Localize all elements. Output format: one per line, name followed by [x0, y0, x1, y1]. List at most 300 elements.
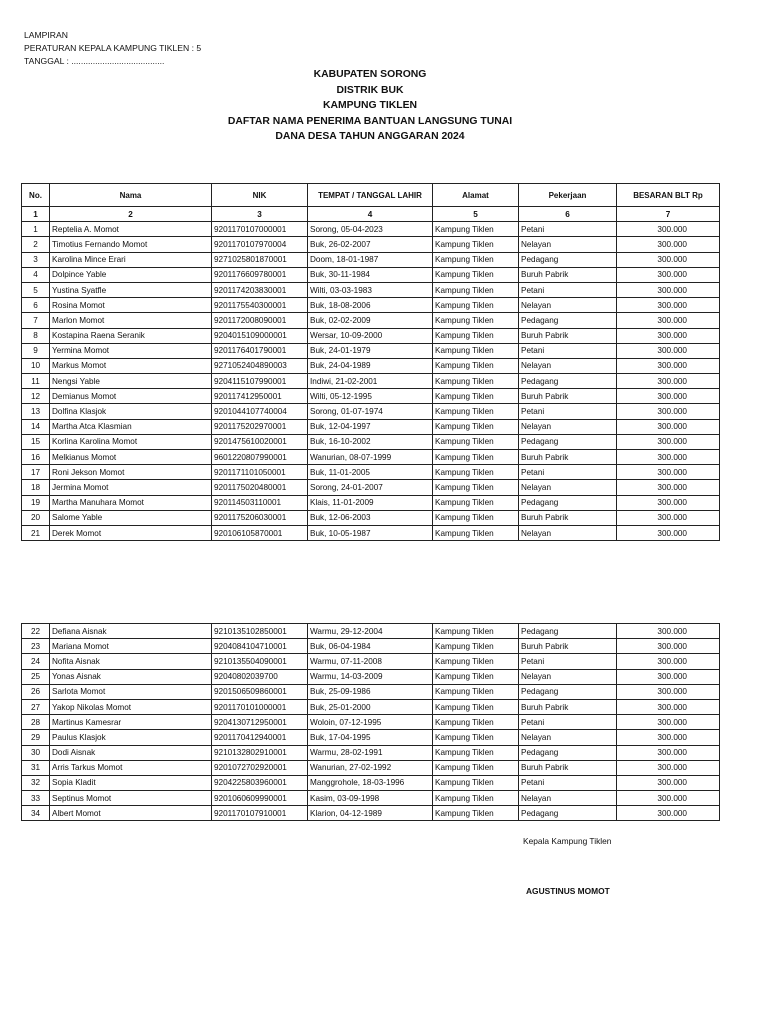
cell-pekerjaan: Buruh Pabrik: [519, 639, 617, 654]
cell-tempat-tanggal-lahir: Buk, 25-09-1986: [308, 684, 433, 699]
cell-besaran-blt: 300.000: [617, 525, 720, 540]
cell-nik: 9201170107970004: [212, 237, 308, 252]
cell-tempat-tanggal-lahir: Wilti, 05-12-1995: [308, 389, 433, 404]
cell-pekerjaan: Pedagang: [519, 806, 617, 821]
cell-nama: Korlina Karolina Momot: [50, 434, 212, 449]
cell-tempat-tanggal-lahir: Buk, 25-01-2000: [308, 699, 433, 714]
table-row: [22, 806, 720, 821]
cell-tempat-tanggal-lahir: Buk, 26-02-2007: [308, 237, 433, 252]
cell-nik: 9201170107000001: [212, 222, 308, 237]
cell-no: 27: [22, 699, 50, 714]
cell-besaran-blt: 300.000: [617, 450, 720, 465]
cell-nama: Kostapina Raena Seranik: [50, 328, 212, 343]
cell-pekerjaan: Buruh Pabrik: [519, 389, 617, 404]
cell-nik: 9204115107990001: [212, 374, 308, 389]
column-number-row: [22, 207, 720, 222]
cell-pekerjaan: Buruh Pabrik: [519, 760, 617, 775]
cell-nik: 9201176401790001: [212, 343, 308, 358]
cell-nik: 9201176609780001: [212, 267, 308, 282]
cell-pekerjaan: Nelayan: [519, 358, 617, 373]
cell-alamat: Kampung Tiklen: [433, 298, 519, 313]
cell-tempat-tanggal-lahir: Buk, 02-02-2009: [308, 313, 433, 328]
cell-tempat-tanggal-lahir: Wanurian, 08-07-1999: [308, 450, 433, 465]
table-row: [22, 480, 720, 495]
cell-nama: Derek Momot: [50, 525, 212, 540]
cell-pekerjaan: Nelayan: [519, 298, 617, 313]
cell-tempat-tanggal-lahir: Wilti, 03-03-1983: [308, 282, 433, 297]
cell-nik: 9204130712950001: [212, 715, 308, 730]
cell-pekerjaan: Petani: [519, 222, 617, 237]
cell-alamat: Kampung Tiklen: [433, 775, 519, 790]
cell-besaran-blt: 300.000: [617, 237, 720, 252]
cell-nik: 9201175202970001: [212, 419, 308, 434]
cell-besaran-blt: 300.000: [617, 510, 720, 525]
cell-no: 2: [22, 237, 50, 252]
cell-alamat: Kampung Tiklen: [433, 267, 519, 282]
cell-nama: Septinus Momot: [50, 791, 212, 806]
table-row: [22, 358, 720, 373]
cell-besaran-blt: 300.000: [617, 465, 720, 480]
cell-no: 19: [22, 495, 50, 510]
table-row: [22, 775, 720, 790]
cell-nama: Albert Momot: [50, 806, 212, 821]
cell-pekerjaan: Nelayan: [519, 791, 617, 806]
cell-tempat-tanggal-lahir: Klais, 11-01-2009: [308, 495, 433, 510]
cell-no: 4: [22, 267, 50, 282]
cell-besaran-blt: 300.000: [617, 806, 720, 821]
cell-nik: 920114503110001: [212, 495, 308, 510]
cell-pekerjaan: Buruh Pabrik: [519, 267, 617, 282]
cell-nik: 920106105870001: [212, 525, 308, 540]
cell-alamat: Kampung Tiklen: [433, 434, 519, 449]
signature-title: Kepala Kampung Tiklen: [523, 836, 612, 846]
cell-besaran-blt: 300.000: [617, 669, 720, 684]
cell-tempat-tanggal-lahir: Warmu, 07-11-2008: [308, 654, 433, 669]
cell-tempat-tanggal-lahir: Sorong, 01-07-1974: [308, 404, 433, 419]
cell-pekerjaan: Nelayan: [519, 669, 617, 684]
title-dana-desa: DANA DESA TAHUN ANGGARAN 2024: [275, 131, 465, 142]
cell-besaran-blt: 300.000: [617, 624, 720, 639]
title-kabupaten: KABUPATEN SORONG: [313, 69, 427, 80]
cell-nik: 9204225803960001: [212, 775, 308, 790]
cell-nama: Arris Tarkus Momot: [50, 760, 212, 775]
table-row: [22, 222, 720, 237]
cell-no: 10: [22, 358, 50, 373]
cell-no: 8: [22, 328, 50, 343]
cell-alamat: Kampung Tiklen: [433, 237, 519, 252]
cell-nama: Karolina Mince Erari: [50, 252, 212, 267]
cell-besaran-blt: 300.000: [617, 298, 720, 313]
cell-alamat: Kampung Tiklen: [433, 282, 519, 297]
cell-no: 32: [22, 775, 50, 790]
cell-pekerjaan: Petani: [519, 775, 617, 790]
cell-nik: 9201175540300001: [212, 298, 308, 313]
cell-besaran-blt: 300.000: [617, 404, 720, 419]
cell-nik: 9201475610020001: [212, 434, 308, 449]
table-row: [22, 328, 720, 343]
cell-tempat-tanggal-lahir: Buk, 10-05-1987: [308, 525, 433, 540]
header-nik: NIK: [212, 184, 308, 207]
table-row: [22, 389, 720, 404]
cell-pekerjaan: Petani: [519, 282, 617, 297]
cell-nik: 920117412950001: [212, 389, 308, 404]
cell-no: 12: [22, 389, 50, 404]
cell-alamat: Kampung Tiklen: [433, 525, 519, 540]
cell-besaran-blt: 300.000: [617, 434, 720, 449]
cell-alamat: Kampung Tiklen: [433, 465, 519, 480]
col-number: 3: [212, 207, 308, 222]
cell-alamat: Kampung Tiklen: [433, 760, 519, 775]
table-row: [22, 282, 720, 297]
title-kampung: KAMPUNG TIKLEN: [322, 100, 418, 111]
table-row: [22, 654, 720, 669]
cell-besaran-blt: 300.000: [617, 730, 720, 745]
cell-besaran-blt: 300.000: [617, 480, 720, 495]
cell-nik: 9201175020480001: [212, 480, 308, 495]
cell-alamat: Kampung Tiklen: [433, 343, 519, 358]
cell-tempat-tanggal-lahir: Sorong, 05-04-2023: [308, 222, 433, 237]
cell-nik: 9601220807990001: [212, 450, 308, 465]
cell-besaran-blt: 300.000: [617, 267, 720, 282]
cell-nama: Nofita Aisnak: [50, 654, 212, 669]
cell-nama: Timotius Fernando Momot: [50, 237, 212, 252]
cell-besaran-blt: 300.000: [617, 760, 720, 775]
cell-pekerjaan: Pedagang: [519, 434, 617, 449]
cell-tempat-tanggal-lahir: Manggrohole, 18-03-1996: [308, 775, 433, 790]
cell-nama: Nengsi Yable: [50, 374, 212, 389]
cell-no: 23: [22, 639, 50, 654]
cell-no: 17: [22, 465, 50, 480]
cell-nama: Marlon Momot: [50, 313, 212, 328]
cell-pekerjaan: Nelayan: [519, 237, 617, 252]
cell-no: 1: [22, 222, 50, 237]
recipients-table-page2: [21, 623, 720, 821]
table-row: [22, 343, 720, 358]
cell-alamat: Kampung Tiklen: [433, 374, 519, 389]
cell-nik: 9210135504090001: [212, 654, 308, 669]
cell-besaran-blt: 300.000: [617, 343, 720, 358]
cell-alamat: Kampung Tiklen: [433, 222, 519, 237]
table-row: [22, 495, 720, 510]
cell-nama: Dodi Aisnak: [50, 745, 212, 760]
cell-no: 9: [22, 343, 50, 358]
table-header-row: [22, 184, 720, 207]
cell-alamat: Kampung Tiklen: [433, 313, 519, 328]
cell-besaran-blt: 300.000: [617, 715, 720, 730]
cell-alamat: Kampung Tiklen: [433, 358, 519, 373]
cell-tempat-tanggal-lahir: Warmu, 29-12-2004: [308, 624, 433, 639]
cell-pekerjaan: Nelayan: [519, 525, 617, 540]
table-row: [22, 434, 720, 449]
cell-nama: Yermina Momot: [50, 343, 212, 358]
cell-no: 29: [22, 730, 50, 745]
cell-pekerjaan: Buruh Pabrik: [519, 450, 617, 465]
cell-nama: Mariana Momot: [50, 639, 212, 654]
recipients-table-page1: [21, 183, 720, 541]
cell-tempat-tanggal-lahir: Woloin, 07-12-1995: [308, 715, 433, 730]
cell-nik: 9210132802910001: [212, 745, 308, 760]
header-lampiran: LAMPIRAN: [24, 30, 68, 40]
cell-nik: 9201171101050001: [212, 465, 308, 480]
cell-nik: 9201170107910001: [212, 806, 308, 821]
table-row: [22, 252, 720, 267]
table-row: [22, 404, 720, 419]
cell-pekerjaan: Petani: [519, 404, 617, 419]
cell-besaran-blt: 300.000: [617, 282, 720, 297]
cell-alamat: Kampung Tiklen: [433, 480, 519, 495]
cell-besaran-blt: 300.000: [617, 358, 720, 373]
table-row: [22, 745, 720, 760]
header-besaran-blt: BESARAN BLT Rp: [617, 184, 720, 207]
cell-nik: 9201174203830001: [212, 282, 308, 297]
table-row: [22, 237, 720, 252]
table-row: [22, 298, 720, 313]
cell-pekerjaan: Pedagang: [519, 252, 617, 267]
cell-pekerjaan: Buruh Pabrik: [519, 510, 617, 525]
cell-nama: Martinus Kamesrar: [50, 715, 212, 730]
cell-besaran-blt: 300.000: [617, 328, 720, 343]
cell-besaran-blt: 300.000: [617, 374, 720, 389]
cell-besaran-blt: 300.000: [617, 389, 720, 404]
cell-tempat-tanggal-lahir: Indiwi, 21-02-2001: [308, 374, 433, 389]
cell-no: 13: [22, 404, 50, 419]
cell-pekerjaan: Petani: [519, 343, 617, 358]
table-row: [22, 313, 720, 328]
cell-pekerjaan: Petani: [519, 715, 617, 730]
cell-alamat: Kampung Tiklen: [433, 404, 519, 419]
document-header-left: [24, 29, 201, 68]
cell-no: 14: [22, 419, 50, 434]
table-row: [22, 760, 720, 775]
cell-nama: Markus Momot: [50, 358, 212, 373]
table-row: [22, 730, 720, 745]
cell-no: 3: [22, 252, 50, 267]
cell-no: 5: [22, 282, 50, 297]
title-daftar: DAFTAR NAMA PENERIMA BANTUAN LANGSUNG TUNAI: [227, 115, 513, 127]
cell-alamat: Kampung Tiklen: [433, 745, 519, 760]
cell-nama: Sarlota Momot: [50, 684, 212, 699]
header-peraturan: PERATURAN KEPALA KAMPUNG TIKLEN : 5: [24, 43, 202, 53]
cell-pekerjaan: Pedagang: [519, 313, 617, 328]
cell-alamat: Kampung Tiklen: [433, 419, 519, 434]
cell-tempat-tanggal-lahir: Wersar, 10-09-2000: [308, 328, 433, 343]
cell-nama: Defiana Aisnak: [50, 624, 212, 639]
cell-alamat: Kampung Tiklen: [433, 684, 519, 699]
col-number: 5: [433, 207, 519, 222]
header-pekerjaan: Pekerjaan: [519, 184, 617, 207]
cell-tempat-tanggal-lahir: Buk, 06-04-1984: [308, 639, 433, 654]
table-body-page1: [22, 222, 720, 541]
cell-tempat-tanggal-lahir: Wanurian, 27-02-1992: [308, 760, 433, 775]
cell-besaran-blt: 300.000: [617, 313, 720, 328]
cell-no: 24: [22, 654, 50, 669]
cell-nama: Dolfina Klasjok: [50, 404, 212, 419]
cell-nama: Rosina Momot: [50, 298, 212, 313]
cell-pekerjaan: Pedagang: [519, 745, 617, 760]
cell-no: 22: [22, 624, 50, 639]
cell-no: 26: [22, 684, 50, 699]
table-row: [22, 669, 720, 684]
document-titles: [0, 67, 740, 145]
table-row: [22, 525, 720, 540]
cell-alamat: Kampung Tiklen: [433, 654, 519, 669]
cell-nama: Jermina Momot: [50, 480, 212, 495]
cell-nik: 9201060609990001: [212, 791, 308, 806]
cell-nik: 9201044107740004: [212, 404, 308, 419]
cell-pekerjaan: Pedagang: [519, 374, 617, 389]
cell-nik: 9201072702920001: [212, 760, 308, 775]
cell-nik: 9201172008090001: [212, 313, 308, 328]
cell-nik: 9271052404890003: [212, 358, 308, 373]
cell-besaran-blt: 300.000: [617, 684, 720, 699]
table-row: [22, 267, 720, 282]
cell-nik: 9201506509860001: [212, 684, 308, 699]
cell-alamat: Kampung Tiklen: [433, 639, 519, 654]
cell-besaran-blt: 300.000: [617, 745, 720, 760]
cell-tempat-tanggal-lahir: Buk, 17-04-1995: [308, 730, 433, 745]
cell-no: 34: [22, 806, 50, 821]
table-row: [22, 715, 720, 730]
cell-alamat: Kampung Tiklen: [433, 389, 519, 404]
cell-besaran-blt: 300.000: [617, 699, 720, 714]
cell-alamat: Kampung Tiklen: [433, 495, 519, 510]
cell-pekerjaan: Petani: [519, 654, 617, 669]
cell-nama: Yustina Syatfle: [50, 282, 212, 297]
table-row: [22, 639, 720, 654]
col-number: 6: [519, 207, 617, 222]
cell-alamat: Kampung Tiklen: [433, 510, 519, 525]
cell-no: 30: [22, 745, 50, 760]
cell-no: 31: [22, 760, 50, 775]
cell-alamat: Kampung Tiklen: [433, 791, 519, 806]
cell-alamat: Kampung Tiklen: [433, 328, 519, 343]
cell-no: 20: [22, 510, 50, 525]
cell-nama: Paulus Klasjok: [50, 730, 212, 745]
cell-besaran-blt: 300.000: [617, 495, 720, 510]
cell-tempat-tanggal-lahir: Buk, 12-04-1997: [308, 419, 433, 434]
col-number: 4: [308, 207, 433, 222]
cell-no: 33: [22, 791, 50, 806]
cell-besaran-blt: 300.000: [617, 775, 720, 790]
title-distrik: DISTRIK BUK: [336, 84, 404, 96]
cell-nama: Reptelia A. Momot: [50, 222, 212, 237]
cell-tempat-tanggal-lahir: Warmu, 14-03-2009: [308, 669, 433, 684]
cell-alamat: Kampung Tiklen: [433, 252, 519, 267]
cell-besaran-blt: 300.000: [617, 222, 720, 237]
cell-pekerjaan: Petani: [519, 465, 617, 480]
cell-pekerjaan: Pedagang: [519, 684, 617, 699]
cell-no: 7: [22, 313, 50, 328]
cell-tempat-tanggal-lahir: Klarion, 04-12-1989: [308, 806, 433, 821]
cell-pekerjaan: Nelayan: [519, 480, 617, 495]
cell-besaran-blt: 300.000: [617, 419, 720, 434]
signature-name: AGUSTINUS MOMOT: [526, 886, 610, 896]
cell-pekerjaan: Pedagang: [519, 624, 617, 639]
cell-no: 16: [22, 450, 50, 465]
cell-nama: Martha Manuhara Momot: [50, 495, 212, 510]
cell-nik: 9204084104710001: [212, 639, 308, 654]
table-row: [22, 699, 720, 714]
cell-no: 25: [22, 669, 50, 684]
cell-pekerjaan: Pedagang: [519, 495, 617, 510]
cell-nik: 9204015109000001: [212, 328, 308, 343]
cell-pekerjaan: Nelayan: [519, 419, 617, 434]
table-row: [22, 684, 720, 699]
cell-nama: Roni Jekson Momot: [50, 465, 212, 480]
cell-nik: 9201170101000001: [212, 699, 308, 714]
cell-nama: Yakop Nikolas Momot: [50, 699, 212, 714]
cell-nama: Martha Atca Klasmian: [50, 419, 212, 434]
cell-besaran-blt: 300.000: [617, 639, 720, 654]
cell-nik: 92040802039700: [212, 669, 308, 684]
cell-tempat-tanggal-lahir: Sorong, 24-01-2007: [308, 480, 433, 495]
cell-tempat-tanggal-lahir: Kasim, 03-09-1998: [308, 791, 433, 806]
cell-no: 15: [22, 434, 50, 449]
cell-nama: Salome Yable: [50, 510, 212, 525]
table-row: [22, 791, 720, 806]
header-tempat-tanggal-lahir: TEMPAT / TANGGAL LAHIR: [308, 184, 433, 207]
table-row: [22, 419, 720, 434]
table-row: [22, 510, 720, 525]
header-tanggal: TANGGAL : .......................................: [24, 56, 165, 66]
cell-nik: 9201170412940001: [212, 730, 308, 745]
cell-alamat: Kampung Tiklen: [433, 806, 519, 821]
cell-tempat-tanggal-lahir: Buk, 18-08-2006: [308, 298, 433, 313]
cell-pekerjaan: Buruh Pabrik: [519, 699, 617, 714]
cell-no: 11: [22, 374, 50, 389]
cell-tempat-tanggal-lahir: Buk, 16-10-2002: [308, 434, 433, 449]
cell-nama: Melkianus Momot: [50, 450, 212, 465]
cell-nik: 9210135102850001: [212, 624, 308, 639]
table-body-page2: [22, 624, 720, 821]
cell-tempat-tanggal-lahir: Doom, 18-01-1987: [308, 252, 433, 267]
table-row: [22, 465, 720, 480]
cell-alamat: Kampung Tiklen: [433, 669, 519, 684]
header-alamat: Alamat: [433, 184, 519, 207]
header-nama: Nama: [50, 184, 212, 207]
cell-tempat-tanggal-lahir: Buk, 30-11-1984: [308, 267, 433, 282]
col-number: 2: [50, 207, 212, 222]
cell-alamat: Kampung Tiklen: [433, 730, 519, 745]
cell-tempat-tanggal-lahir: Buk, 11-01-2005: [308, 465, 433, 480]
cell-nama: Yonas Aisnak: [50, 669, 212, 684]
cell-nik: 9271025801870001: [212, 252, 308, 267]
cell-no: 21: [22, 525, 50, 540]
cell-besaran-blt: 300.000: [617, 791, 720, 806]
cell-tempat-tanggal-lahir: Buk, 12-06-2003: [308, 510, 433, 525]
cell-alamat: Kampung Tiklen: [433, 715, 519, 730]
cell-nama: Demianus Momot: [50, 389, 212, 404]
cell-pekerjaan: Nelayan: [519, 730, 617, 745]
cell-alamat: Kampung Tiklen: [433, 624, 519, 639]
cell-no: 28: [22, 715, 50, 730]
col-number: 7: [617, 207, 720, 222]
cell-alamat: Kampung Tiklen: [433, 450, 519, 465]
header-no: No.: [22, 184, 50, 207]
cell-tempat-tanggal-lahir: Buk, 24-04-1989: [308, 358, 433, 373]
cell-nik: 9201175206030001: [212, 510, 308, 525]
cell-no: 6: [22, 298, 50, 313]
cell-nama: Dolpince Yable: [50, 267, 212, 282]
cell-besaran-blt: 300.000: [617, 654, 720, 669]
cell-no: 18: [22, 480, 50, 495]
cell-nama: Sopia Kladit: [50, 775, 212, 790]
cell-besaran-blt: 300.000: [617, 252, 720, 267]
table-row: [22, 624, 720, 639]
cell-tempat-tanggal-lahir: Warmu, 28-02-1991: [308, 745, 433, 760]
cell-pekerjaan: Buruh Pabrik: [519, 328, 617, 343]
cell-alamat: Kampung Tiklen: [433, 699, 519, 714]
